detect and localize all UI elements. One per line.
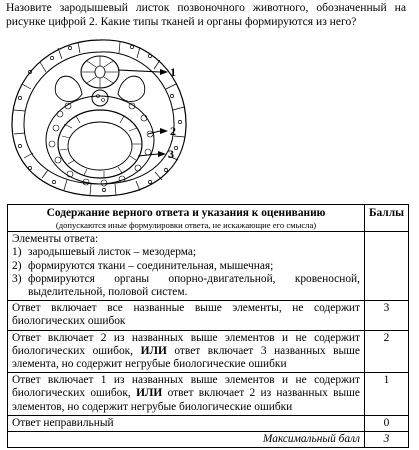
grading-table bbox=[7, 204, 409, 448]
pointer-line-3 bbox=[138, 154, 158, 156]
criteria-text: Ответ включает все названные выше элементы, не содержит биологических ошибок bbox=[8, 301, 365, 330]
criteria-text: Ответ включает 1 из названных выше элементов и не содержит биологических ошибок, ИЛИ ответ включает 2 из названных выше элементов, но содержит негрубые биологические ошибки bbox=[8, 373, 365, 416]
answer-elements-title: Элементы ответа: bbox=[12, 233, 99, 246]
header-content-title: Содержание верного ответа и указания к оцениванию bbox=[46, 207, 326, 219]
embryo-diagram bbox=[0, 32, 200, 200]
figure-label-3: 3 bbox=[168, 147, 174, 161]
gut-cavity bbox=[68, 122, 132, 170]
question-text: Назовите зародышевый листок позвоночного животного, обозначенный на рисунке цифрой 2. Какие типы тканей и органы формируются из него? bbox=[6, 1, 406, 28]
criteria-row bbox=[8, 330, 409, 373]
criteria-row bbox=[8, 373, 409, 416]
criteria-text: Ответ включает 2 из названных выше элементов и не содержит биологических ошибок, ИЛИ ответ включает 3 названных выше элемента, но содержит негрубые биологические ошибки bbox=[8, 330, 365, 373]
pointer-line-2 bbox=[148, 131, 160, 134]
criteria-text: Ответ неправильный bbox=[8, 415, 365, 431]
header-score-cell: Баллы bbox=[364, 205, 408, 232]
figure-label-2: 2 bbox=[170, 124, 176, 138]
somite-left bbox=[55, 76, 82, 101]
table-header-row bbox=[8, 205, 409, 232]
criteria-row bbox=[8, 415, 409, 431]
endoderm-layer bbox=[58, 110, 142, 178]
somite-right bbox=[118, 76, 145, 101]
criteria-score: 1 bbox=[364, 373, 408, 416]
embryo-cells bbox=[14, 42, 185, 195]
header-content-note: (допускаются иные формулировки ответа, не искажающие его смысла) bbox=[55, 220, 317, 231]
notochord bbox=[92, 90, 108, 106]
pointer-line-1 bbox=[118, 70, 160, 72]
criteria-score: 2 bbox=[364, 330, 408, 373]
answer-elements-cell bbox=[8, 232, 365, 301]
criteria-score: 0 bbox=[364, 415, 408, 431]
max-score-label: Максимальный балл bbox=[8, 432, 365, 448]
answer-element: 3) формируются органы опорно-двигательной, кровеносной, выделительной, половой систем. bbox=[12, 272, 360, 299]
answer-elements-row bbox=[8, 232, 409, 301]
header-content-cell bbox=[8, 205, 365, 232]
max-score-value: 3 bbox=[364, 432, 408, 448]
figure-label-1: 1 bbox=[170, 65, 176, 79]
answer-elements-score-cell bbox=[364, 232, 408, 301]
criteria-score: 3 bbox=[364, 301, 408, 330]
answer-element: 1) зародышевый листок – мезодерма; bbox=[12, 246, 197, 259]
max-score-row bbox=[8, 432, 409, 448]
embryo-outer-layer bbox=[12, 40, 186, 196]
neural-tube-cavity bbox=[95, 66, 105, 78]
criteria-row bbox=[8, 301, 409, 330]
answer-element: 2) формируются ткани – соединительная, мышечная; bbox=[12, 259, 274, 272]
